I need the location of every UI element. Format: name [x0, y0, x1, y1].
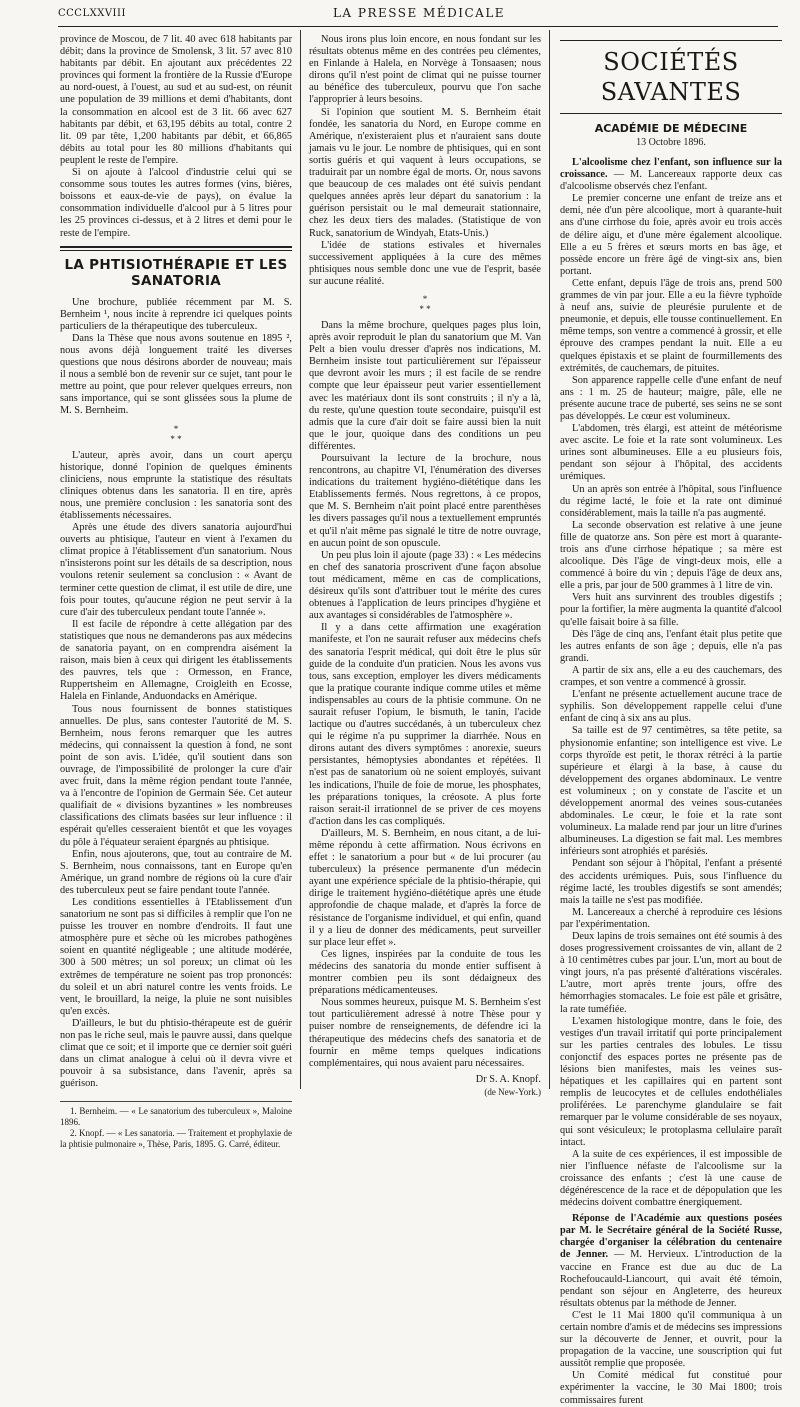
- paragraph: L'examen histologique montre, dans le foie, des vestiges d'un travail irritatif qui porte principalement sur les parties centrales des lobules. Le tissu conjonctif des espaces portes ne présente pas de lésions bien manifestes, mais les veines sus-hépatiques et les capillaires qui en partent sont remplis de leucocytes et de cellules endothéliales proliférées. Le parenchyme glandulaire se fait remarquer par le volume considérable de ses noyaux, qui sont vésiculeux; le protoplasma cellulaire paraît intact.: [560, 1015, 782, 1148]
- paragraph: L'idée de stations estivales et hivernales successivement appliquées à la cure des mêmes phtisiques nous semble donc une vue de l'esprit, basée sur aucune réalité.: [309, 239, 541, 287]
- footnote: 2. Knopf. — « Les sanatoria. — Traitement et prophylaxie de la phtisie pulmonaire », Thèse, Paris, 1895. G. Carré, éditeur.: [60, 1127, 292, 1149]
- paragraph: Son apparence rappelle celle d'une enfant de neuf ans : 1 m. 25 de hauteur; maigre, pâle, elle ne présente aucune trace de puberté, ses seins ne se sont pas développés. Le cœur est volumineux.: [560, 374, 782, 422]
- paragraph: Poursuivant la lecture de la brochure, nous rencontrons, au chapitre VI, l'énumération des diverses indications du traitement hygiéno-diététique dans les Etablissements fermés. Nous regrettons, à ce propos, que M. S. Bernheim n'ait point placé entre parenthèses les divers passages qu'il nous a textuellement empruntés et qu'il n'ait même pas signalé le titre de notre ouvrage, en aucun point de son opuscule.: [309, 453, 541, 549]
- paragraph: A partir de six ans, elle a eu des cauchemars, des crampes, et son ventre a commencé à grossir.: [560, 664, 782, 689]
- paragraph: province de Moscou, de 7 lit. 40 avec 618 habitants par débit; dans la province de Smolensk, 3 lit. 57 avec 810 habitants par débit. En ajoutant aux précédentes 22 provinces qui forment la frontière de la Russie d'Europe au nord-ouest, à l'ouest, au sud et au sud-est, on réunit une population de 39 millions et demi d'habitants, dont la consommation en alcool est de 3 lit. 66 avec 627 habitants par débit, et 63,195 débits au total, contre 2 lit. 09 par tête, 1,200 habitants par débit, et 66,865 débits au total pour les 80 millions d'habitants qui peuplent le reste de l'empire.: [60, 34, 292, 166]
- paragraph: Nous irons plus loin encore, en nous fondant sur les résultats obtenus même en des contrées peu clémentes, en Finlande à Halela, en Norvège à Tonsaasen; nous dirons qu'il n'est point de climat qui ne puisse tourner au bénéfice des tuberculeux, pourvu que l'on sache l'approprier à leurs besoins.: [309, 34, 541, 106]
- column-divider: [549, 30, 550, 1089]
- journal-title: LA PRESSE MÉDICALE: [332, 6, 506, 20]
- footnotes: [60, 1101, 292, 1150]
- section-rule: [60, 246, 292, 248]
- column-divider: [300, 30, 301, 1089]
- author-signature: Dr S. A. Knopf.: [475, 1073, 541, 1085]
- paragraph: Si l'opinion que soutient M. S. Bernheim était fondée, les sanatoria du Nord, en Europe comme en Amérique, n'existeraient plus et n'auraient sans doute jamais vu le jour. Le nombre de phtisiques, qui en sont sortis guéris et qui vaquent à leurs occupations, se traduirait par un nombre égal de morts. Or, nous savons que beaucoup de ces malades ont été suivis pendant quelques années après leur départ du sanatorium : la guérison persistait ou le mal demeurait stationnaire, chez les deux tiers des malades. (Statistique de von Ruck, sanatorium de Windyah, Etats-Unis.): [309, 106, 541, 239]
- paragraph: Enfin, nous ajouterons, que, tout au contraire de M. S. Bernheim, nous connaissons, tant en Europe qu'en Amérique, un grand nombre de régions où la cure d'air des tuberculeux peut se faire pendant toute l'année.: [60, 848, 292, 896]
- session-date: 13 Octobre 1896.: [636, 137, 706, 148]
- paragraph: Sa taille est de 97 centimètres, sa tête petite, sa physionomie enfantine; son intelligence est vive. Le corps thyroïde est petit, le thorax rétréci à la partie supérieure et élargi à la base, à cause du développement des organes abdominaux. Le ventre est volumineux ; on y constate de l'ascite et un développement anormal des veines sous-cutanées abdominales. Le cœur, le foie et la rate sont volumineux. La malade rend par jour un litre d'urines albumineuses. La digestion se fait mal. Les membres inférieurs sont atrophiés et parésiés.: [560, 725, 782, 858]
- page-header: [58, 6, 780, 26]
- paragraph: Dans la Thèse que nous avons soutenue en 1895 ², nous avons déjà longuement traité les diverses questions que nous désirons aborder de nouveau; mais il nous a semblé bon de revenir sur ce sujet, tant pour le mettre au point, que pour relever quelques erreurs, non sans importance, qui se sont glissées sous la plume de M. S. Bernheim.: [60, 332, 292, 417]
- paragraph: Un peu plus loin il ajoute (page 33) : « Les médecins en chef des sanatoria proscrivent d'une façon absolue tout médicament, même en cas de complications, désireux qu'ils sont d'attribuer tout le mérite des cures obtenues à l'application de leurs principes d'hygiène et aux avantages si considérables de l'atmosphère ».: [309, 549, 541, 622]
- paragraph: Une brochure, publiée récemment par M. S. Bernheim ¹, nous incite à reprendre ici quelques points particuliers de la thérapeutique des tuberculeux.: [60, 296, 292, 332]
- paragraph: Un Comité médical fut constitué pour expérimenter la vaccine, le 30 Mai 1800; trois commissaires furent: [560, 1370, 782, 1406]
- paragraph: Nous sommes heureux, puisque M. S. Bernheim s'est tout particulièrement adressé à notre Thèse pour y puiser nombre de renseignements, de défendre ici la thérapeutique des médecins chefs des sanatoria et de fournir en même temps quelques indications complémentaires, qui nous avaient paru nécessaires.: [309, 997, 541, 1069]
- paragraph: Si on ajoute à l'alcool d'industrie celui qui se consomme sous toutes les autres formes (vins, bières, boissons et eaux-de-vie de pays), on évalue la consommation individuelle d'alcool pur à 5 litres pour les 25 provinces ci-dessus, et à 2 litres et demi pour le reste de l'empire.: [60, 167, 292, 239]
- paragraph: Les conditions essentielles à l'Etablissement d'un sanatorium ne sont pas si difficiles à remplir que l'on ne puisse les trouver en nombre d'endroits. Il faut une atmosphère pure et sèche où les microbes pathogènes soient en quantité négligeable ; une altitude modérée, 300 à 500 mètres; un sol poreux; un climat où les extrêmes de température ne soient pas trop prononcés: du soleil et un abri naturel contre les vents froids. Le vent, le brouillard, la neige, la pluie ne sont nuisibles qu'en excès.: [60, 897, 292, 1017]
- paragraph: Dans la même brochure, quelques pages plus loin, après avoir reproduit le plan du sanatorium que M. Van Pelt a bien voulu dresser d'après nos indications, M. Bernheim insiste tout particulièrement sur l'épaisseur que devront avoir les murs ; il est facile de se rendre compte que leur épaisseur peut varier essentiellement avec les matériaux dont ils sont construits ; il n'y a là, du reste, qu'une question toute secondaire, puisqu'il est admis que la cure d'air doit se faire aussi bien la nuit que le jour, quoique dans des conditions un peu différentes.: [309, 319, 541, 452]
- paragraph: [560, 157, 782, 193]
- section-separator: * * *: [170, 423, 182, 444]
- topic-title: Réponse de l'Académie aux questions posées par M. le Secrétaire général de la Société Russe, chargée d'organiser la célébration du centenaire de Jenner.: [560, 1213, 782, 1261]
- paragraph: A la suite de ces expériences, il est impossible de nier l'influence néfaste de l'alcoolisme sur la croissance des enfants ; c'est là une cause de dégénérescence de la race et de dépopulation que les médecins doivent combattre énergiquement.: [560, 1148, 782, 1209]
- section-separator: * * *: [419, 293, 431, 314]
- topic-title: L'alcoolisme chez l'enfant, son influence sur la croissance.: [560, 157, 782, 181]
- paragraph: Cette enfant, depuis l'âge de trois ans, prend 500 grammes de vin par jour. Elle a eu la fièvre typhoïde à neuf ans, suivie de pleurésie purulente et de pneumonie, et depuis, elle tousse continuellement. En même temps, son ventre a commencé à grossir, et elle éprouve des crampes pendant la nuit. Elle a eu quelques épistaxis et se plaint de fourmillements des extrémités, de cauchemars, de pituites.: [560, 277, 782, 374]
- paragraph: [560, 1213, 782, 1310]
- author-location: (de New-York.): [484, 1086, 541, 1097]
- section-heading: SOCIÉTÉS SAVANTES: [600, 48, 742, 106]
- article-body: [60, 450, 292, 1091]
- paragraph: L'enfant ne présente actuellement aucune trace de syphilis. Son développement rappelle celui d'une enfant de cinq à six ans au plus.: [560, 689, 782, 725]
- column-middle: [309, 34, 541, 1097]
- section-rule: [60, 250, 292, 251]
- paragraph: D'ailleurs, M. S. Bernheim, en nous citant, a de lui-même répondu à cette affirmation. Nous écrivons en effet : le sanatorium a pour but « de lui procurer (au tuberculeux) la présence permanente d'un médecin ayant une expérience spéciale de la phtisio-thérapie, qui dirige le traitement hygiéno-diététique après une étude approfondie de chaque malade, et d'après la force de résistance de l'organisme individuel, et qui enfin, quand il y a lieu de donner des médicaments, peut surveiller sur place leur effet ».: [309, 827, 541, 948]
- article-title: LA PHTISIOTHÉRAPIE ET LES SANATORIA: [64, 256, 288, 289]
- paragraph: Deux lapins de trois semaines ont été soumis à des doses progressivement croissantes de vin, allant de 2 à 10 centimètres cubes par jour. L'un, mort au bout de vingt jours, n'a pas présenté d'altérations viscérales. L'autre, mort après trente jours, offre des hémorrhagies stomacales. Le foie est pâle et grisâtre, la rate tuméfiée.: [560, 931, 782, 1015]
- paragraph: M. Lancereaux a cherché à reproduire ces lésions par l'expérimentation.: [560, 906, 782, 930]
- paragraph: Ces lignes, inspirées par la conduite de tous les médecins des sanatoria du monde entier suffisent à montrer combien peu ils sont dédaigneux des préparations médicamenteuses.: [309, 948, 541, 997]
- paragraph: Dès l'âge de cinq ans, l'enfant était plus petite que les autres enfants de son âge ; depuis, elle n'a pas grandi.: [560, 628, 782, 664]
- paragraph: Après une étude des divers sanatoria aujourd'hui ouverts au phtisique, l'auteur en vient à l'examen du climat propice à l'établissement d'un sanatorium. Nous n'insisterons point sur les détails de sa description, nous voulons retenir seulement sa conclusion : « Avant de terminer cette question de climat, il est utile de dire, une fois pour toutes, qu'aucune région ne peut servir à la cure d'air des tuberculeux pendant toute l'année ».: [60, 522, 292, 618]
- header-rule: [58, 26, 778, 27]
- paragraph: Vers huit ans survinrent des troubles digestifs ; pour la fortifier, la mère augmenta la quantité d'alcool qu'elle faisait boire à sa fille.: [560, 592, 782, 628]
- paragraph: L'abdomen, très élargi, est atteint de météorisme avec ascite. Le foie et la rate sont volumineux. Les urines sont albumineuses. Elle a eu plusieurs fois, pendant son séjour à l'hôpital, des accidents urémiques.: [560, 423, 782, 483]
- column-left: [60, 34, 292, 1149]
- paragraph: La seconde observation est relative à une jeune fille de quatorze ans. Son père est mort à quarante-trois ans d'une cirrhose hépatique ; sa mère est alcoolique. Dès l'âge de vingt-deux mois, elle a commencé à boire du vin ; depuis l'âge de deux ans, elle a pris, par jour de 500 grammes à 1 litre de vin.: [560, 519, 782, 592]
- paragraph: L'auteur, après avoir, dans un court aperçu historique, donné l'opinion de quelques éminents cliniciens, nous emprunte la statistique des résultats cliniques obtenus dans les sanatoria. Il en tire, après nous, une première conclusion : les sanatoria sont des établissements nécessaires.: [60, 449, 292, 521]
- article-body: [60, 297, 292, 418]
- column-right: [560, 34, 782, 1406]
- paragraph: D'ailleurs, le but du phtisio-thérapeute est de guérir non pas le riche seul, mais le pauvre aussi, dans quelque climat que ce soit; et il importe que ce dernier soit guéri dans un climat analogue à celui où il devra vivre et pouvoir à sa subsistance, dans l'avenir, après sa guérison.: [60, 1017, 292, 1090]
- topic-intro: — M. Lancereaux rapporte deux cas d'alcoolisme observés chez l'enfant.: [560, 169, 782, 193]
- paragraph: C'est le 11 Mai 1800 qu'il communiqua à un certain nombre d'amis et de médecins ses impressions sur la découverte de Jenner, et ouvrit, pour la propagation de la vaccine, une souscription qui fut aussitôt remplie que proposée.: [560, 1309, 782, 1370]
- paragraph: Le premier concerne une enfant de treize ans et demi, née d'un père alcoolique, mort à quarante-huit ans d'une cirrhose du foie, après avoir eu trois accès de délire aigu, et d'une mère également alcoolique. Elle a eu 5 frères et sœurs morts en bas âge, et possède encore un frère âgé de vingt-six ans, bien portant.: [560, 193, 782, 277]
- page-number: CCCLXXVIII: [58, 8, 126, 19]
- paragraph: Tous nous fournissent de bonnes statistiques annuelles. De plus, sans contester l'autorité de M. S. Bernheim, nous ferons remarquer que les autres médecins, qui connaissent la question à fond, ne sont point de son avis. L'idée, qu'il soutient dans son ouvrage, de l'impossibilité de prolonger la cure d'air avec fruit, dans la même région pendant toute l'année, va à l'encontre de l'opinion de Germain Sée. Cet auteur qualifiait de « divisions byzantines » les nombreuses classifications des climats basées sur leur influence : il espérait qu'elles cesseraient bientôt et que les voyages du pôle à l'équateur seraient épargnés au phtisique.: [60, 703, 292, 848]
- society-name: ACADÉMIE DE MÉDECINE: [594, 122, 748, 135]
- section-rule: [560, 40, 782, 41]
- paragraph: Pendant son séjour à l'hôpital, l'enfant a présenté des accidents urémiques. Puis, sous l'influence du régime lacté, les troubles digestifs se sont amendés; mais la taille ne s'est pas modifiée.: [560, 858, 782, 906]
- paragraph: Il y a dans cette affirmation une exagération manifeste, et l'on ne saurait refuser aux médecins chefs des sanatoria l'esprit médical, qui doit être le plus sûr guide de la conduite d'un praticien. Nous les avons vus tous, sans exception, employer les divers médicaments que la pratique courante indique comme utiles et même indispensables au cours de la phtisie commune. On ne saurait refuser l'opium, le bismuth, le tanin, l'acide lactique ou d'autres succédanés, à un tuberculeux chez qui le régime n'a pu supprimer la diarrhée. Nous en dirons autant des divers symptômes : anorexie, sueurs persistantes, hémoptysies abondantes et répétées. Il n'est pas de sanatorium où ne soient employés, suivant les indications, l'huile de foie de morue, les phosphates, les préparations toniques, la créosote. A plus forte raison serait-il irrationnel de se priver de ces moyens d'action dans les cas compliqués.: [309, 622, 541, 827]
- paragraph: Il est facile de répondre à cette allégation par des statistiques que nous ne demanderons pas aux médecins de sanatoria payant, on en comprendra aisément la raison, mais bien à ceux qui dirigent les établissements des pauvres, tels que : Ormesson, en France, Ruppertsheim en Allemagne, Croigleith en Ecosse, Halela en Finlande, Anduondacks en Amérique.: [60, 618, 292, 703]
- footnote: 1. Bernheim. — « Le sanatorium des tuberculeux », Maloine 1896.: [60, 1105, 292, 1127]
- section-rule: [560, 113, 782, 114]
- paragraph: Un an après son entrée à l'hôpital, sous l'influence du régime lacté, le foie et la rate ont diminué considérablement, mais la taille n'a pas augmenté.: [560, 483, 782, 519]
- topic-intro: — M. Hervieux. L'introduction de la vaccine en France est due au duc de La Rochefoucauld-Liancourt, qui avait été témoin, pendant son séjour en Angleterre, des heureux résultats obtenus par la méthode de Jenner.: [560, 1249, 782, 1309]
